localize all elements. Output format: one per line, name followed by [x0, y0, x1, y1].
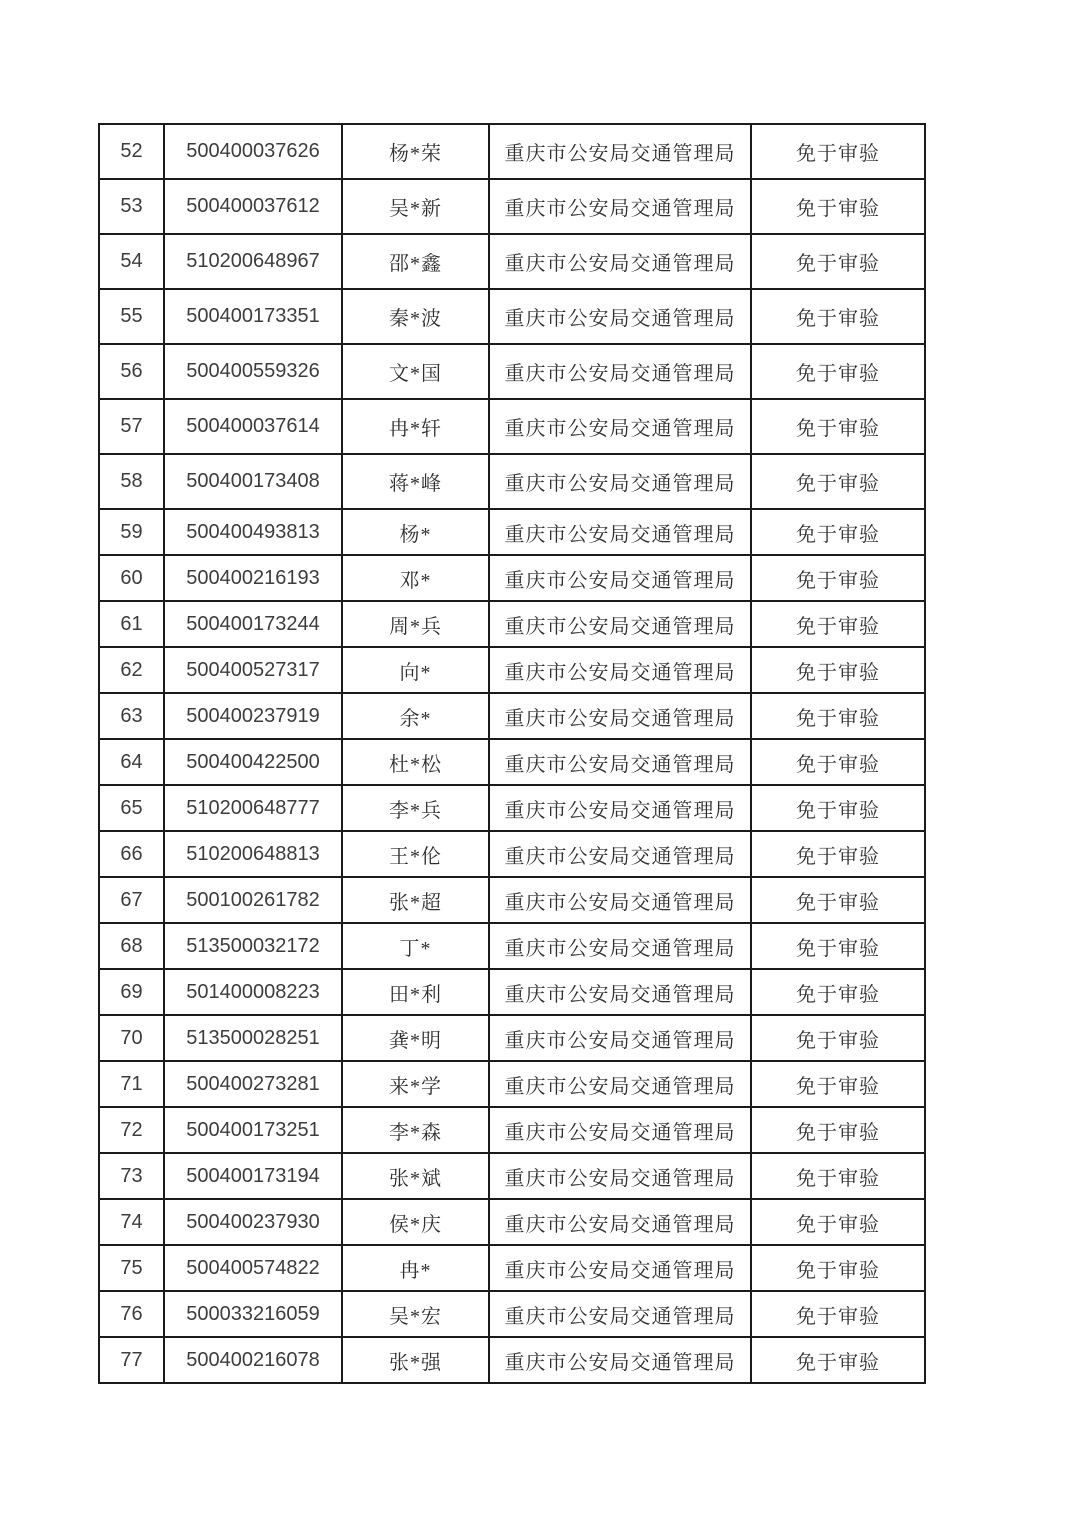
cell-sequence-number: 52: [100, 125, 165, 178]
cell-driver-name: 丁*: [343, 924, 490, 968]
cell-certificate-number: 510200648813: [165, 832, 343, 876]
cell-issuing-authority: 重庆市公安局交通管理局: [490, 1338, 752, 1382]
cell-driver-name: 冉*: [343, 1246, 490, 1290]
cell-inspection-status: 免于审验: [796, 937, 880, 960]
cell-inspection-status: 免于审验: [796, 1121, 880, 1144]
cell-certificate-number: 510200648967: [165, 235, 343, 288]
cell-issuing-authority: 重庆市公安局交通管理局: [490, 1200, 752, 1244]
cell-issuing-authority: 重庆市公安局交通管理局: [490, 1108, 752, 1152]
cell-driver-name: 邓*: [343, 556, 490, 600]
cell-inspection-status: 免于审验: [796, 1167, 880, 1190]
table-row: [100, 602, 924, 648]
cell-certificate-number: 500400273281: [165, 1062, 343, 1106]
cell-inspection-status: 免于审验: [796, 983, 880, 1006]
cell-sequence-number: 66: [100, 832, 165, 876]
cell-driver-name: 杜*松: [343, 740, 490, 784]
cell-issuing-authority: 重庆市公安局交通管理局: [490, 1016, 752, 1060]
table-row: [100, 832, 924, 878]
cell-driver-name: 王*伦: [343, 832, 490, 876]
cell-certificate-number: 510200648777: [165, 786, 343, 830]
cell-issuing-authority: 重庆市公安局交通管理局: [490, 1062, 752, 1106]
cell-issuing-authority: 重庆市公安局交通管理局: [490, 602, 752, 646]
cell-driver-name: 吴*新: [343, 180, 490, 233]
cell-sequence-number: 67: [100, 878, 165, 922]
table-row: [100, 345, 924, 400]
cell-certificate-number: 500400173244: [165, 602, 343, 646]
table-row: [100, 1200, 924, 1246]
cell-inspection-status: 免于审验: [796, 253, 880, 275]
cell-issuing-authority: 重庆市公安局交通管理局: [490, 1246, 752, 1290]
cell-sequence-number: 62: [100, 648, 165, 692]
cell-sequence-number: 72: [100, 1108, 165, 1152]
cell-sequence-number: 54: [100, 235, 165, 288]
cell-sequence-number: 55: [100, 290, 165, 343]
cell-certificate-number: 500400037626: [165, 125, 343, 178]
cell-driver-name: 李*兵: [343, 786, 490, 830]
table-row: [100, 556, 924, 602]
cell-certificate-number: 500400237919: [165, 694, 343, 738]
table-row: [100, 1108, 924, 1154]
cell-issuing-authority: 重庆市公安局交通管理局: [490, 924, 752, 968]
cell-sequence-number: 56: [100, 345, 165, 398]
cell-driver-name: 张*强: [343, 1338, 490, 1382]
table-row: [100, 694, 924, 740]
cell-issuing-authority: 重庆市公安局交通管理局: [490, 878, 752, 922]
cell-inspection-status: 免于审验: [796, 418, 880, 440]
cell-driver-name: 张*超: [343, 878, 490, 922]
cell-inspection-status: 免于审验: [796, 143, 880, 165]
table-row: [100, 455, 924, 510]
cell-certificate-number: 513500032172: [165, 924, 343, 968]
cell-sequence-number: 75: [100, 1246, 165, 1290]
cell-inspection-status: 免于审验: [796, 363, 880, 385]
inspection-exemption-table: [98, 123, 926, 1384]
cell-driver-name: 龚*明: [343, 1016, 490, 1060]
cell-certificate-number: 500033216059: [165, 1292, 343, 1336]
cell-driver-name: 文*国: [343, 345, 490, 398]
table-row: [100, 510, 924, 556]
cell-certificate-number: 500400574822: [165, 1246, 343, 1290]
cell-sequence-number: 59: [100, 510, 165, 554]
cell-inspection-status: 免于审验: [796, 891, 880, 914]
cell-sequence-number: 71: [100, 1062, 165, 1106]
table-row: [100, 400, 924, 455]
cell-driver-name: 杨*荣: [343, 125, 490, 178]
cell-driver-name: 周*兵: [343, 602, 490, 646]
cell-certificate-number: 500400037614: [165, 400, 343, 453]
cell-certificate-number: 500400173408: [165, 455, 343, 508]
cell-driver-name: 向*: [343, 648, 490, 692]
cell-driver-name: 张*斌: [343, 1154, 490, 1198]
cell-inspection-status: 免于审验: [796, 308, 880, 330]
cell-inspection-status: 免于审验: [796, 198, 880, 220]
cell-issuing-authority: 重庆市公安局交通管理局: [490, 455, 752, 508]
cell-issuing-authority: 重庆市公安局交通管理局: [490, 235, 752, 288]
cell-issuing-authority: 重庆市公安局交通管理局: [490, 1154, 752, 1198]
table-row: [100, 290, 924, 345]
cell-driver-name: 冉*轩: [343, 400, 490, 453]
cell-issuing-authority: 重庆市公安局交通管理局: [490, 180, 752, 233]
cell-sequence-number: 70: [100, 1016, 165, 1060]
cell-certificate-number: 500400037612: [165, 180, 343, 233]
cell-inspection-status: 免于审验: [796, 1305, 880, 1328]
cell-certificate-number: 500400422500: [165, 740, 343, 784]
table-row: [100, 1338, 924, 1382]
cell-driver-name: 田*利: [343, 970, 490, 1014]
cell-sequence-number: 64: [100, 740, 165, 784]
cell-sequence-number: 69: [100, 970, 165, 1014]
cell-inspection-status: 免于审验: [796, 707, 880, 730]
cell-sequence-number: 68: [100, 924, 165, 968]
cell-issuing-authority: 重庆市公安局交通管理局: [490, 648, 752, 692]
cell-sequence-number: 74: [100, 1200, 165, 1244]
cell-inspection-status: 免于审验: [796, 1213, 880, 1236]
cell-inspection-status: 免于审验: [796, 523, 880, 546]
cell-issuing-authority: 重庆市公安局交通管理局: [490, 125, 752, 178]
cell-sequence-number: 63: [100, 694, 165, 738]
cell-sequence-number: 58: [100, 455, 165, 508]
table-row: [100, 1062, 924, 1108]
cell-certificate-number: 500400559326: [165, 345, 343, 398]
cell-certificate-number: 500400216193: [165, 556, 343, 600]
cell-inspection-status: 免于审验: [796, 753, 880, 776]
cell-driver-name: 秦*波: [343, 290, 490, 343]
cell-driver-name: 蒋*峰: [343, 455, 490, 508]
cell-inspection-status: 免于审验: [796, 473, 880, 495]
cell-sequence-number: 76: [100, 1292, 165, 1336]
cell-certificate-number: 500400216078: [165, 1338, 343, 1382]
cell-certificate-number: 500400173194: [165, 1154, 343, 1198]
cell-driver-name: 李*森: [343, 1108, 490, 1152]
cell-driver-name: 吴*宏: [343, 1292, 490, 1336]
cell-issuing-authority: 重庆市公安局交通管理局: [490, 740, 752, 784]
table-row: [100, 648, 924, 694]
cell-issuing-authority: 重庆市公安局交通管理局: [490, 694, 752, 738]
cell-sequence-number: 57: [100, 400, 165, 453]
cell-sequence-number: 73: [100, 1154, 165, 1198]
table-row: [100, 1246, 924, 1292]
cell-inspection-status: 免于审验: [796, 1259, 880, 1282]
cell-sequence-number: 53: [100, 180, 165, 233]
cell-certificate-number: 501400008223: [165, 970, 343, 1014]
cell-issuing-authority: 重庆市公安局交通管理局: [490, 832, 752, 876]
table-row: [100, 786, 924, 832]
cell-inspection-status: 免于审验: [796, 1075, 880, 1098]
cell-certificate-number: 500400173251: [165, 1108, 343, 1152]
cell-driver-name: 邵*鑫: [343, 235, 490, 288]
cell-inspection-status: 免于审验: [796, 615, 880, 638]
cell-certificate-number: 500400527317: [165, 648, 343, 692]
cell-sequence-number: 61: [100, 602, 165, 646]
table-row: [100, 740, 924, 786]
cell-certificate-number: 500400493813: [165, 510, 343, 554]
table-row: [100, 1154, 924, 1200]
table-row: [100, 1292, 924, 1338]
cell-inspection-status: 免于审验: [796, 1351, 880, 1374]
table-row: [100, 125, 924, 180]
table-row: [100, 180, 924, 235]
cell-inspection-status: 免于审验: [796, 1029, 880, 1052]
cell-issuing-authority: 重庆市公安局交通管理局: [490, 510, 752, 554]
cell-sequence-number: 60: [100, 556, 165, 600]
cell-issuing-authority: 重庆市公安局交通管理局: [490, 556, 752, 600]
table-row: [100, 924, 924, 970]
cell-certificate-number: 500400173351: [165, 290, 343, 343]
cell-driver-name: 余*: [343, 694, 490, 738]
cell-issuing-authority: 重庆市公安局交通管理局: [490, 290, 752, 343]
cell-sequence-number: 77: [100, 1338, 165, 1382]
cell-issuing-authority: 重庆市公安局交通管理局: [490, 345, 752, 398]
table-row: [100, 235, 924, 290]
cell-certificate-number: 513500028251: [165, 1016, 343, 1060]
cell-issuing-authority: 重庆市公安局交通管理局: [490, 1292, 752, 1336]
cell-issuing-authority: 重庆市公安局交通管理局: [490, 786, 752, 830]
cell-inspection-status: 免于审验: [796, 569, 880, 592]
cell-issuing-authority: 重庆市公安局交通管理局: [490, 970, 752, 1014]
cell-issuing-authority: 重庆市公安局交通管理局: [490, 400, 752, 453]
table-row: [100, 1016, 924, 1062]
table-row: [100, 878, 924, 924]
cell-inspection-status: 免于审验: [796, 845, 880, 868]
table-row: [100, 970, 924, 1016]
cell-driver-name: 来*学: [343, 1062, 490, 1106]
cell-certificate-number: 500400237930: [165, 1200, 343, 1244]
cell-sequence-number: 65: [100, 786, 165, 830]
cell-inspection-status: 免于审验: [796, 799, 880, 822]
cell-driver-name: 侯*庆: [343, 1200, 490, 1244]
cell-driver-name: 杨*: [343, 510, 490, 554]
cell-certificate-number: 500100261782: [165, 878, 343, 922]
cell-inspection-status: 免于审验: [796, 661, 880, 684]
